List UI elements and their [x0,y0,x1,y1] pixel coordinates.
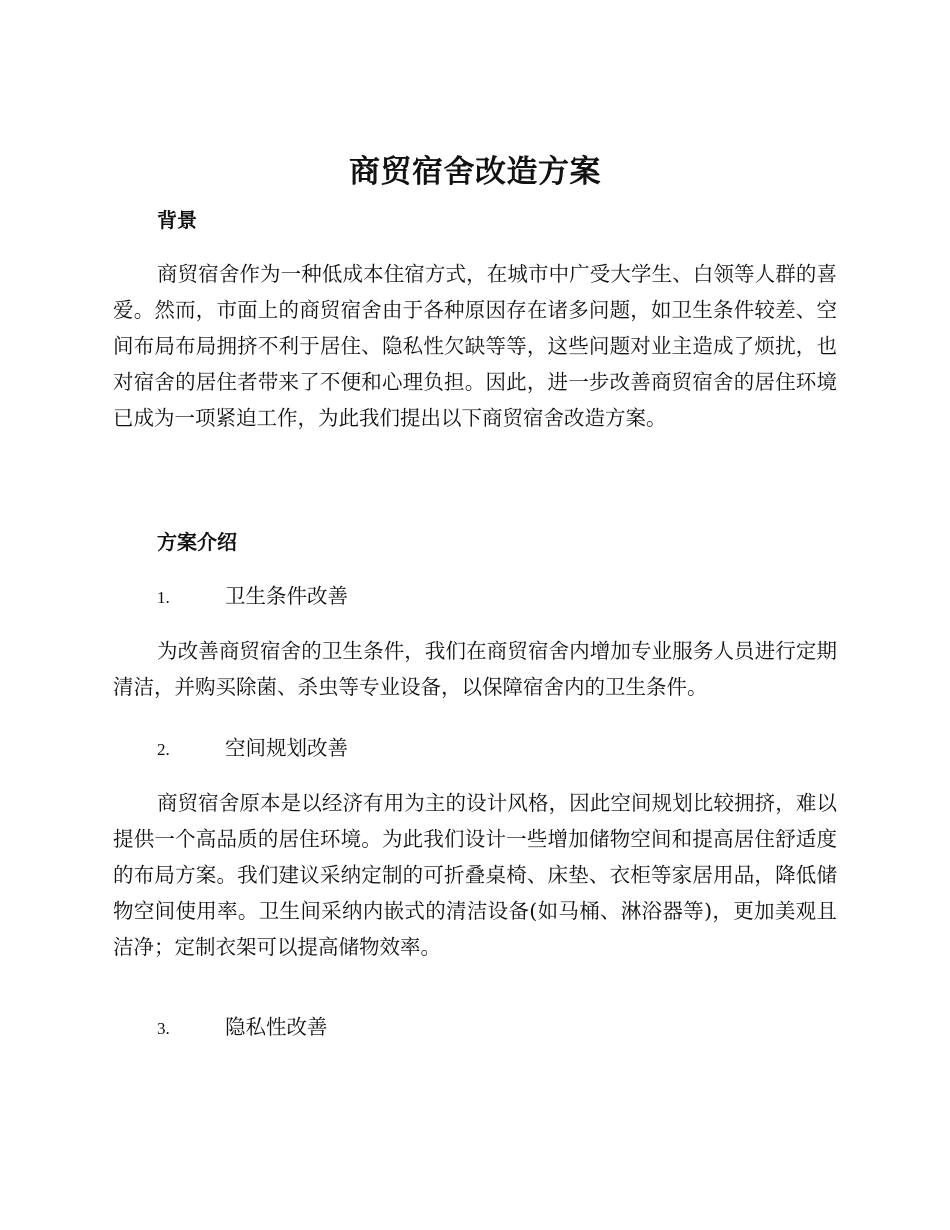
list-item-number: 2. [157,740,170,759]
list-item-space [157,733,348,765]
paragraph-background: 商贸宿舍作为一种低成本住宿方式，在城市中广受大学生、白领等人群的喜爱。然而，市面上的商贸宿舍由于各种原因存在诸多问题，如卫生条件较差、空间布局布局拥挤不利于居住、隐私性欠缺等等，这些问题对业主造成了烦扰，也对宿舍的居住者带来了不便和心理负担。因此，进一步改善商贸宿舍的居住环境已成为一项紧迫工作，为此我们提出以下商贸宿舍改造方案。 [113,262,837,430]
list-item-number: 3. [157,1019,170,1038]
list-item-title: 卫生条件改善 [225,584,348,608]
list-item-privacy [157,1012,328,1044]
paragraph-hygiene: 为改善商贸宿舍的卫生条件，我们在商贸宿舍内增加专业服务人员进行定期清洁，并购买除菌、杀虫等专业设备，以保障宿舍内的卫生条件。 [113,639,837,699]
heading-plan: 方案介绍 [157,530,237,554]
list-item-hygiene [157,581,348,613]
list-item-title: 隐私性改善 [225,1015,328,1039]
list-item-number: 1. [157,588,170,607]
page-title: 商贸宿舍改造方案 [349,154,601,190]
paragraph-space: 商贸宿舍原本是以经济有用为主的设计风格，因此空间规划比较拥挤，难以提供一个高品质的居住环境。为此我们设计一些增加储物空间和提高居住舒适度的布局方案。我们建议采纳定制的可折叠桌椅、床垫、衣柜等家居用品，降低储物空间使用率。卫生间采纳内嵌式的清洁设备(如马桶、淋浴器等)，更加美观且洁净；定制衣架可以提高储物效率。 [113,791,837,959]
heading-background: 背景 [157,208,197,232]
list-item-title: 空间规划改善 [225,736,348,760]
